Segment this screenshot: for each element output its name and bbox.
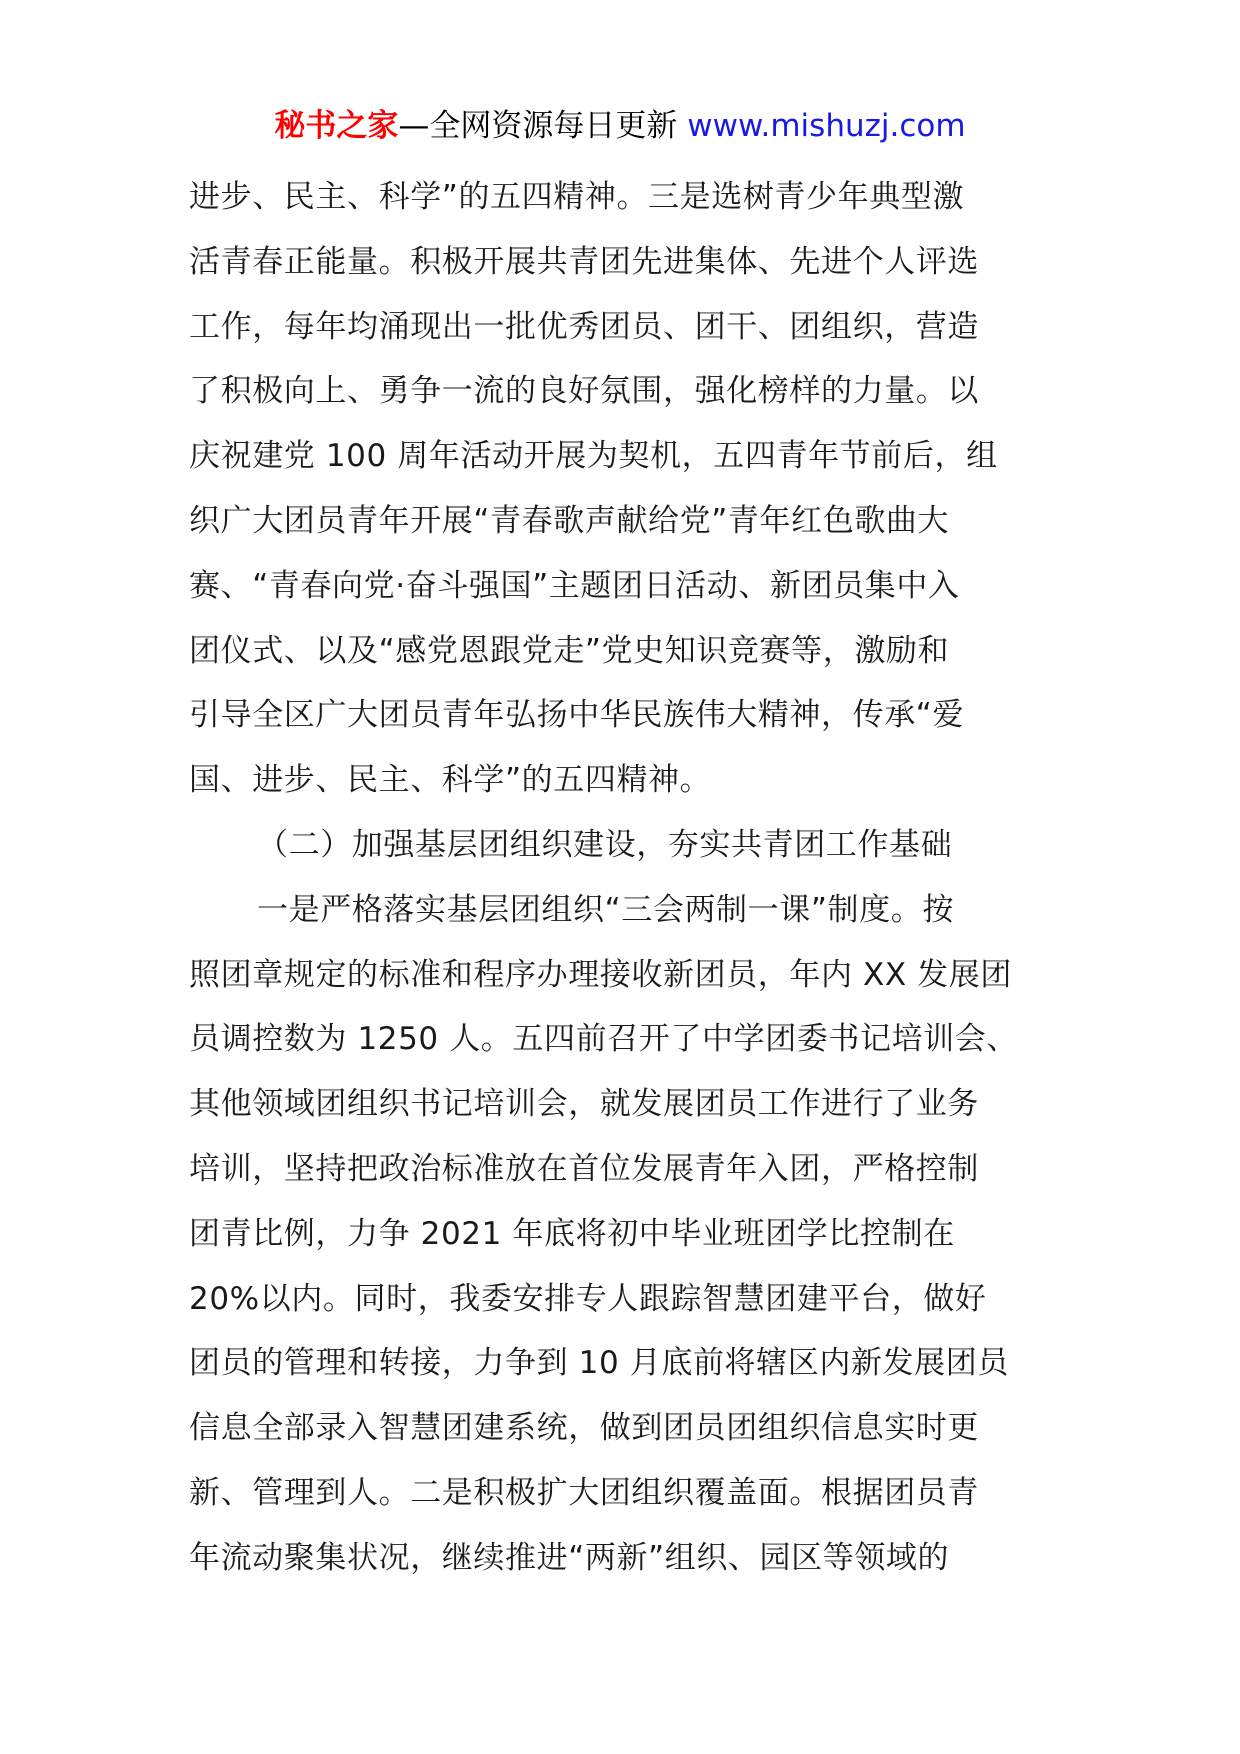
text-line: 进步、民主、科学”的五四精神。三是选树青少年典型激: [189, 179, 965, 215]
text-line: 工作，每年均涌现出一批优秀团员、团干、团组织，营造: [189, 308, 979, 345]
text-line: 团仪式、以及“感党恩跟党走”党史知识竞赛等，激励和: [189, 632, 950, 669]
text-line: 团员的管理和转接，力争到 10 月底前将辖区内新发展团员: [189, 1345, 1009, 1382]
text-line: 织广大团员青年开展“青春歌声献给党”青年红色歌曲大: [189, 502, 950, 539]
text-line: 年流动聚集状况，继续推进“两新”组织、园区等领域的: [189, 1539, 950, 1576]
text-line: 新、管理到人。二是积极扩大团组织覆盖面。根据团员青: [189, 1474, 979, 1511]
text-line: 其他领域团组织书记培训会，就发展团员工作进行了业务: [189, 1086, 979, 1123]
text-line: 20%以内。同时，我委安排专人跟踪智慧团建平台，做好: [189, 1280, 987, 1317]
header-tagline: —全网资源每日更新: [398, 108, 688, 144]
text-line: 赛、“青春向党·奋斗强国”主题团日活动、新团员集中入: [189, 567, 960, 604]
text-line: 培训，坚持把政治标准放在首位发展青年入团，严格控制: [189, 1150, 979, 1187]
text-line: 活青春正能量。积极开展共青团先进集体、先进个人评选: [189, 243, 979, 280]
site-url[interactable]: www.mishuzj.com: [687, 108, 966, 144]
text-line: 团青比例，力争 2021 年底将初中毕业班团学比控制在: [189, 1215, 955, 1252]
text-line: 庆祝建党 100 周年活动开展为契机，五四青年节前后，组: [189, 438, 998, 475]
page-header: [0, 104, 1240, 148]
text-line: 国、进步、民主、科学”的五四精神。: [189, 762, 712, 799]
text-line: 引导全区广大团员青年弘扬中华民族伟大精神，传承“爱: [189, 697, 965, 734]
text-line: 信息全部录入智慧团建系统，做到团员团组织信息实时更: [189, 1410, 979, 1447]
text-line: 一是严格落实基层团组织“三会两制一课”制度。按: [257, 891, 954, 928]
brand-name: 秘书之家: [274, 108, 399, 144]
text-line: 了积极向上、勇争一流的良好氛围，强化榜样的力量。以: [189, 373, 979, 410]
document-body: [189, 165, 1069, 1591]
text-line: 员调控数为 1250 人。五四前召开了中学团委书记培训会、: [189, 1021, 1018, 1058]
text-line: 照团章规定的标准和程序办理接收新团员，年内 XX 发展团: [189, 956, 1012, 993]
section-heading: （二）加强基层团组织建设，夯实共青团工作基础: [257, 826, 953, 863]
